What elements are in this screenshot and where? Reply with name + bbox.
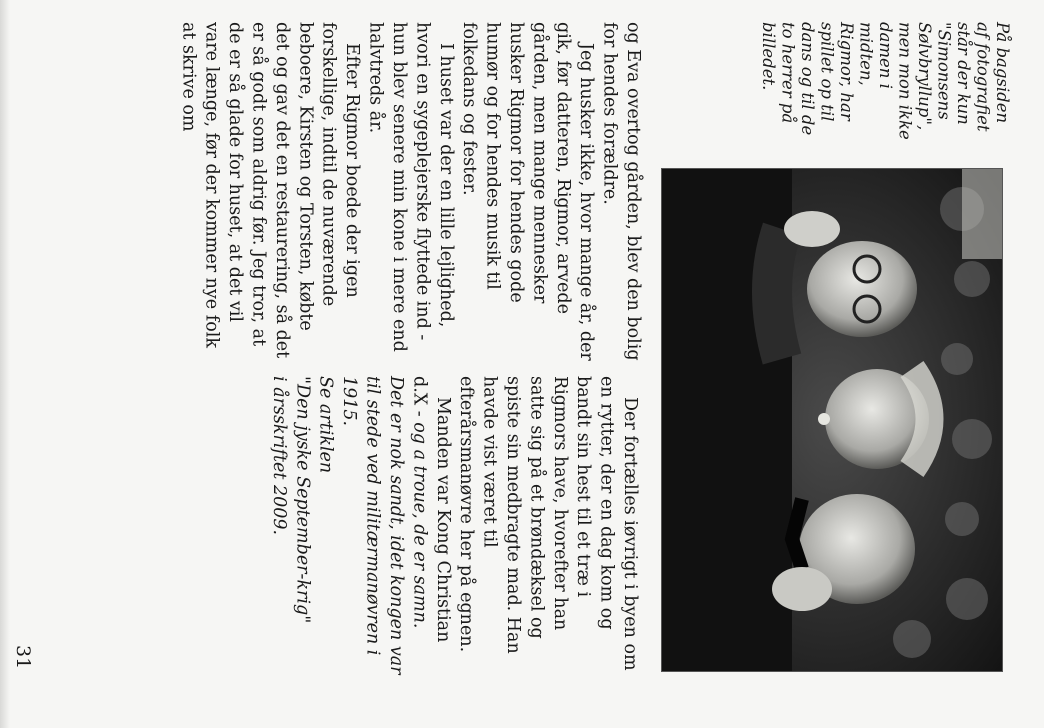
article-column-left bbox=[96, 22, 644, 364]
footnote-line: Se artiklen bbox=[315, 376, 336, 474]
caption-line: midten, bbox=[856, 22, 876, 86]
caption-line: spillet op til bbox=[817, 22, 837, 122]
caption-line: men mon ikke bbox=[895, 22, 915, 140]
paragraph-quote: og a troue, de er samn. bbox=[409, 422, 430, 629]
photo-caption bbox=[757, 22, 1012, 182]
paragraph: og Eva overtog gården, blev den bolig for hendes forældre. bbox=[599, 22, 643, 361]
caption-line: Sølvbryllup", bbox=[915, 22, 934, 131]
paragraph: Der fortælles iøvrigt i byen om en rytter, der en dag kom og bandt sin hest til et træ i Rigmors have, hvorefter han satte sig på et brøndæksel og spiste sin medbragte mad. Han havde vist været til efterårsmanøvre her på egnen. bbox=[456, 376, 640, 671]
photograph bbox=[661, 168, 1003, 672]
footnote: Det er nok sandt, idet kongen var til stede ved militærmanøvren i 1915. bbox=[339, 376, 406, 675]
caption-line: På bagsiden bbox=[993, 22, 1012, 124]
caption-line: Rigmor, har bbox=[837, 22, 856, 121]
page-edge-shadow bbox=[0, 0, 10, 728]
page-number: 31 bbox=[12, 645, 34, 670]
photo-three-people-icon bbox=[662, 169, 1002, 671]
caption-line: to herrer på bbox=[778, 22, 798, 124]
paragraph-text: Manden var Kong Christian d.X - bbox=[409, 376, 453, 643]
caption-line: damen i bbox=[876, 22, 895, 89]
caption-line: dans og til de bbox=[798, 22, 817, 136]
paragraph bbox=[407, 376, 454, 676]
article-column-right bbox=[268, 376, 641, 676]
paragraph: Jeg husker ikke, hvor mange år, der gik, før datteren, Rigmor, arvede gården, men mange mennesker husker Rigmor for hendes gode humør og for hendes musik til folkedans og fester. bbox=[459, 22, 597, 361]
paragraph: Efter Rigmor boede der igen forskellige, indtil de nuværende beboere, Kirsten og Torsten, købte det og gav det en restaurering, så det er så godt som aldrig før. Jeg tror, at de er så glade for huset, at det vil vare længe, før der kommer nye folk at skrive om bbox=[178, 22, 363, 359]
caption-line: "Simonsens bbox=[934, 22, 954, 120]
caption-line: billedet. bbox=[759, 22, 778, 91]
footnote-line: i årsskriftet 2009. bbox=[268, 376, 289, 536]
caption-line: står der kun bbox=[954, 22, 973, 125]
paragraph: I huset var der en lille lejlighed, hvori en sygeplejerske flyttede ind - hun blev senere min kone i mere end halvtreds år. bbox=[365, 22, 456, 352]
caption-line: af fotografiet bbox=[973, 22, 993, 132]
footnote-line: "Den jyske September-krig" bbox=[292, 376, 313, 624]
footnote-reference bbox=[267, 376, 337, 676]
